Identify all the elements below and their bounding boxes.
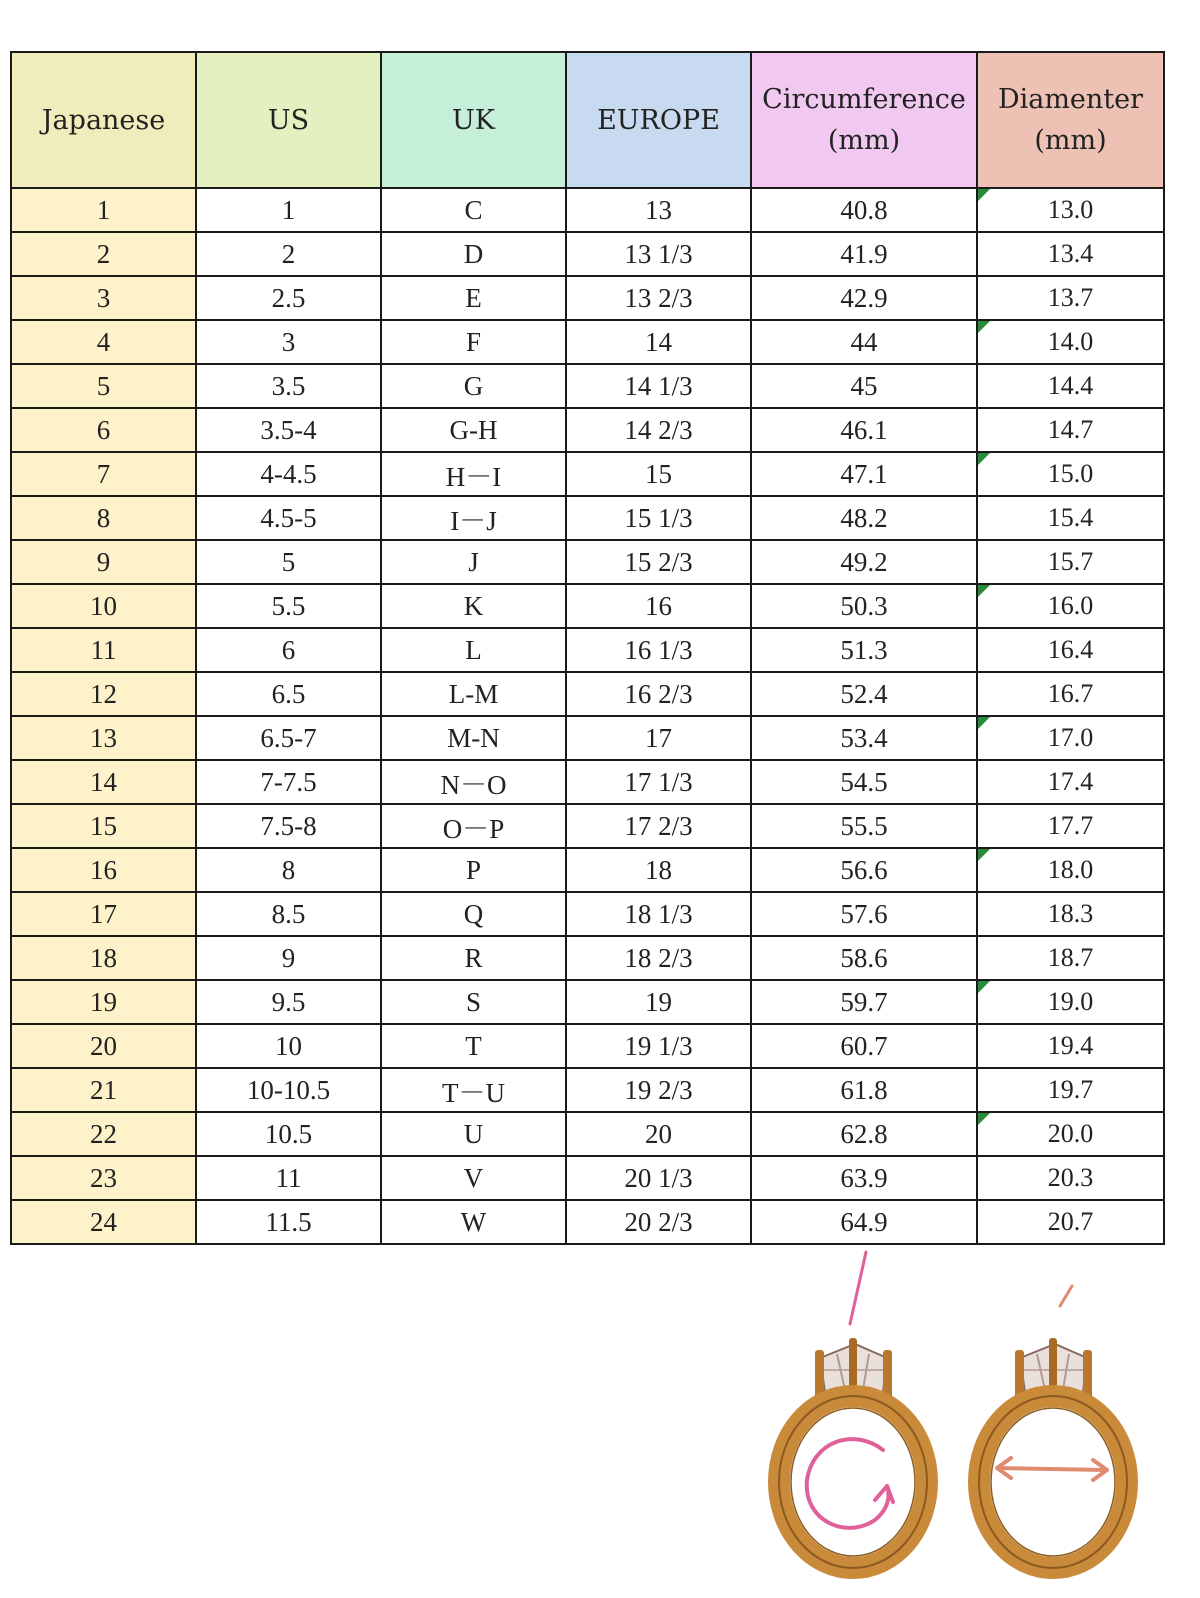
cell-marker-icon	[978, 849, 990, 861]
cell-us: 6.5-7	[196, 716, 381, 760]
cell-europe: 14 1/3	[566, 364, 751, 408]
cell-us: 1	[196, 188, 381, 232]
cell-uk: K	[381, 584, 566, 628]
cell-diameter: 16.4	[977, 628, 1164, 672]
cell-us: 8.5	[196, 892, 381, 936]
table-row	[11, 628, 1164, 672]
cell-circumference: 47.1	[751, 452, 977, 496]
cell-diameter: 17.4	[977, 760, 1164, 804]
cell-europe: 17 1/3	[566, 760, 751, 804]
cell-circumference: 58.6	[751, 936, 977, 980]
cell-europe: 16 2/3	[566, 672, 751, 716]
cell-us: 9.5	[196, 980, 381, 1024]
cell-diameter: 18.7	[977, 936, 1164, 980]
cell-diameter: 13.4	[977, 232, 1164, 276]
cell-japanese: 19	[11, 980, 196, 1024]
cell-us: 10	[196, 1024, 381, 1068]
cell-us: 7-7.5	[196, 760, 381, 804]
cell-circumference: 49.2	[751, 540, 977, 584]
cell-diameter: 17.7	[977, 804, 1164, 848]
table-row	[11, 1156, 1164, 1200]
cell-us: 6	[196, 628, 381, 672]
cell-circumference: 52.4	[751, 672, 977, 716]
cell-europe: 15 2/3	[566, 540, 751, 584]
cell-diameter: 15.7	[977, 540, 1164, 584]
cell-circumference: 53.4	[751, 716, 977, 760]
cell-marker-icon	[978, 321, 990, 333]
cell-japanese: 8	[11, 496, 196, 540]
cell-circumference: 51.3	[751, 628, 977, 672]
cell-uk: O－P	[381, 804, 566, 848]
cell-circumference: 40.8	[751, 188, 977, 232]
table-row	[11, 1024, 1164, 1068]
cell-uk: T－U	[381, 1068, 566, 1112]
cell-japanese: 1	[11, 188, 196, 232]
cell-japanese: 9	[11, 540, 196, 584]
cell-diameter: 17.0	[977, 716, 1164, 760]
cell-japanese: 7	[11, 452, 196, 496]
table-row	[11, 276, 1164, 320]
ring-with-diameter-arrow-icon	[965, 1330, 1140, 1580]
cell-uk: C	[381, 188, 566, 232]
cell-circumference: 60.7	[751, 1024, 977, 1068]
cell-uk: P	[381, 848, 566, 892]
header-circumference: Circumference (mm)	[751, 52, 977, 188]
cell-diameter: 19.7	[977, 1068, 1164, 1112]
ring-size-table	[10, 51, 1165, 1245]
cell-uk: W	[381, 1200, 566, 1244]
cell-us: 11.5	[196, 1200, 381, 1244]
cell-europe: 17 2/3	[566, 804, 751, 848]
cell-diameter: 19.4	[977, 1024, 1164, 1068]
cell-europe: 18 1/3	[566, 892, 751, 936]
cell-japanese: 24	[11, 1200, 196, 1244]
cell-circumference: 61.8	[751, 1068, 977, 1112]
table-row	[11, 364, 1164, 408]
cell-japanese: 17	[11, 892, 196, 936]
table-row	[11, 584, 1164, 628]
cell-circumference: 55.5	[751, 804, 977, 848]
cell-circumference: 62.8	[751, 1112, 977, 1156]
cell-uk: I－J	[381, 496, 566, 540]
table-row	[11, 320, 1164, 364]
table-row	[11, 848, 1164, 892]
cell-us: 3	[196, 320, 381, 364]
header-uk: UK	[381, 52, 566, 188]
cell-diameter: 20.3	[977, 1156, 1164, 1200]
cell-diameter: 16.0	[977, 584, 1164, 628]
table-row	[11, 672, 1164, 716]
header-row	[11, 52, 1164, 188]
cell-japanese: 4	[11, 320, 196, 364]
table-row	[11, 232, 1164, 276]
ring-with-circular-arrow-icon	[765, 1330, 940, 1580]
cell-us: 2	[196, 232, 381, 276]
table-row	[11, 408, 1164, 452]
cell-uk: L-M	[381, 672, 566, 716]
cell-europe: 13	[566, 188, 751, 232]
cell-japanese: 3	[11, 276, 196, 320]
table-row	[11, 892, 1164, 936]
cell-us: 2.5	[196, 276, 381, 320]
table-row	[11, 980, 1164, 1024]
cell-uk: L	[381, 628, 566, 672]
cell-us: 7.5-8	[196, 804, 381, 848]
cell-circumference: 59.7	[751, 980, 977, 1024]
table-row	[11, 496, 1164, 540]
cell-europe: 16 1/3	[566, 628, 751, 672]
cell-marker-icon	[978, 189, 990, 201]
cell-us: 5.5	[196, 584, 381, 628]
cell-europe: 20 1/3	[566, 1156, 751, 1200]
cell-circumference: 42.9	[751, 276, 977, 320]
cell-diameter: 13.7	[977, 276, 1164, 320]
cell-diameter: 20.7	[977, 1200, 1164, 1244]
cell-circumference: 54.5	[751, 760, 977, 804]
cell-circumference: 46.1	[751, 408, 977, 452]
cell-circumference: 57.6	[751, 892, 977, 936]
cell-europe: 19 1/3	[566, 1024, 751, 1068]
cell-marker-icon	[978, 717, 990, 729]
cell-circumference: 44	[751, 320, 977, 364]
cell-us: 3.5-4	[196, 408, 381, 452]
cell-circumference: 56.6	[751, 848, 977, 892]
cell-japanese: 5	[11, 364, 196, 408]
cell-us: 10.5	[196, 1112, 381, 1156]
cell-circumference: 48.2	[751, 496, 977, 540]
cell-us: 4-4.5	[196, 452, 381, 496]
cell-europe: 18	[566, 848, 751, 892]
cell-europe: 20	[566, 1112, 751, 1156]
cell-us: 4.5-5	[196, 496, 381, 540]
cell-us: 6.5	[196, 672, 381, 716]
cell-uk: T	[381, 1024, 566, 1068]
cell-circumference: 41.9	[751, 232, 977, 276]
circumference-guide-line	[840, 1248, 870, 1328]
table-row	[11, 804, 1164, 848]
cell-diameter: 19.0	[977, 980, 1164, 1024]
cell-us: 11	[196, 1156, 381, 1200]
cell-japanese: 21	[11, 1068, 196, 1112]
cell-uk: U	[381, 1112, 566, 1156]
cell-japanese: 23	[11, 1156, 196, 1200]
cell-europe: 14 2/3	[566, 408, 751, 452]
cell-uk: S	[381, 980, 566, 1024]
cell-japanese: 13	[11, 716, 196, 760]
cell-uk: G	[381, 364, 566, 408]
cell-uk: H－I	[381, 452, 566, 496]
cell-japanese: 12	[11, 672, 196, 716]
cell-uk: N－O	[381, 760, 566, 804]
cell-europe: 17	[566, 716, 751, 760]
header-diameter: Diamenter (mm)	[977, 52, 1164, 188]
cell-circumference: 63.9	[751, 1156, 977, 1200]
cell-diameter: 20.0	[977, 1112, 1164, 1156]
cell-marker-icon	[978, 453, 990, 465]
cell-uk: R	[381, 936, 566, 980]
cell-japanese: 22	[11, 1112, 196, 1156]
cell-japanese: 14	[11, 760, 196, 804]
table-row	[11, 716, 1164, 760]
cell-japanese: 10	[11, 584, 196, 628]
cell-uk: M-N	[381, 716, 566, 760]
cell-europe: 15 1/3	[566, 496, 751, 540]
cell-diameter: 13.0	[977, 188, 1164, 232]
cell-diameter: 14.7	[977, 408, 1164, 452]
cell-marker-icon	[978, 585, 990, 597]
cell-europe: 15	[566, 452, 751, 496]
cell-uk: Q	[381, 892, 566, 936]
cell-uk: V	[381, 1156, 566, 1200]
cell-circumference: 45	[751, 364, 977, 408]
cell-us: 3.5	[196, 364, 381, 408]
cell-japanese: 11	[11, 628, 196, 672]
header-us: US	[196, 52, 381, 188]
header-japanese: Japanese	[11, 52, 196, 188]
diameter-guide-line	[1050, 1282, 1080, 1312]
table-row	[11, 1112, 1164, 1156]
cell-circumference: 64.9	[751, 1200, 977, 1244]
cell-us: 10-10.5	[196, 1068, 381, 1112]
cell-japanese: 16	[11, 848, 196, 892]
cell-uk: F	[381, 320, 566, 364]
cell-uk: E	[381, 276, 566, 320]
cell-marker-icon	[978, 981, 990, 993]
table-row	[11, 452, 1164, 496]
cell-us: 8	[196, 848, 381, 892]
cell-diameter: 16.7	[977, 672, 1164, 716]
table-row	[11, 540, 1164, 584]
cell-circumference: 50.3	[751, 584, 977, 628]
cell-diameter: 15.4	[977, 496, 1164, 540]
cell-uk: D	[381, 232, 566, 276]
cell-diameter: 18.3	[977, 892, 1164, 936]
cell-europe: 13 1/3	[566, 232, 751, 276]
cell-europe: 16	[566, 584, 751, 628]
cell-uk: G-H	[381, 408, 566, 452]
cell-europe: 19 2/3	[566, 1068, 751, 1112]
cell-europe: 20 2/3	[566, 1200, 751, 1244]
cell-japanese: 2	[11, 232, 196, 276]
cell-japanese: 15	[11, 804, 196, 848]
cell-japanese: 18	[11, 936, 196, 980]
cell-japanese: 20	[11, 1024, 196, 1068]
cell-diameter: 14.4	[977, 364, 1164, 408]
cell-us: 9	[196, 936, 381, 980]
cell-europe: 18 2/3	[566, 936, 751, 980]
table-row	[11, 760, 1164, 804]
table-body	[11, 188, 1164, 1244]
header-europe: EUROPE	[566, 52, 751, 188]
cell-europe: 13 2/3	[566, 276, 751, 320]
table-row	[11, 1200, 1164, 1244]
cell-japanese: 6	[11, 408, 196, 452]
cell-diameter: 15.0	[977, 452, 1164, 496]
cell-diameter: 18.0	[977, 848, 1164, 892]
cell-marker-icon	[978, 1113, 990, 1125]
cell-europe: 19	[566, 980, 751, 1024]
cell-uk: J	[381, 540, 566, 584]
cell-diameter: 14.0	[977, 320, 1164, 364]
table-row	[11, 188, 1164, 232]
cell-us: 5	[196, 540, 381, 584]
cell-europe: 14	[566, 320, 751, 364]
table-row	[11, 936, 1164, 980]
table-row	[11, 1068, 1164, 1112]
